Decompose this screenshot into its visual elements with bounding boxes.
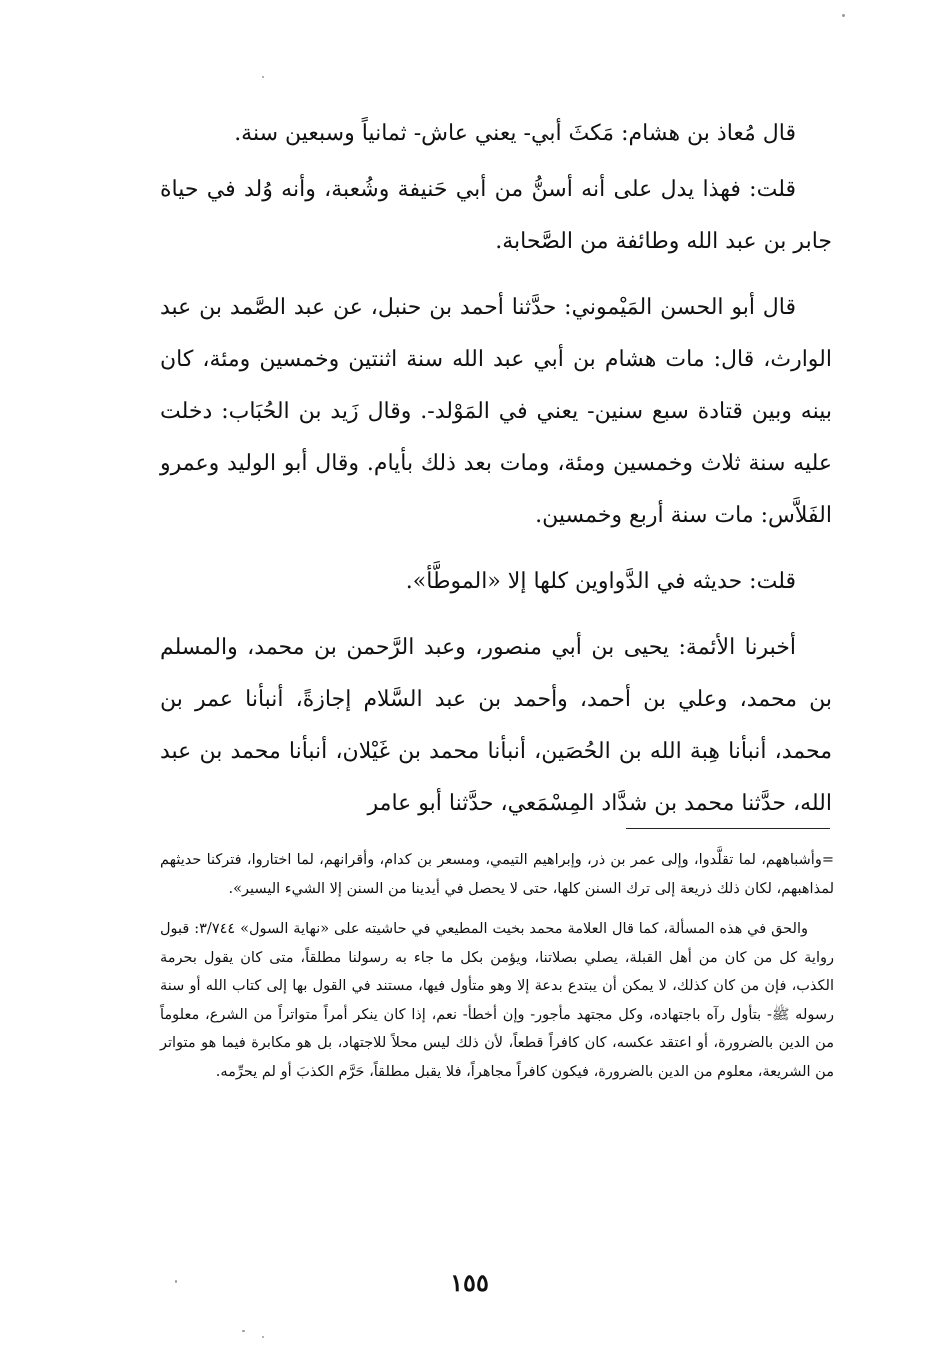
main-paragraph-4: قلت: حديثه في الدَّواوين كلها إلا «الموطَّأ». <box>405 569 796 594</box>
main-paragraph-3: قال أبو الحسن المَيْموني: حدَّثنا أحمد بن حنبل، عن عبد الصَّمد بن عبد الوارث، قال: مات هشام بن أبي عبد الله سنة اثنتين وخمسين ومئة، كان بينه وبين قتادة سبع سنين- يعني في المَوْلد-. وقال زَيد بن الحُبَاب: دخلت عليه سنة ثلاث وخمسين ومئة، ومات بعد ذلك بأيام. وقال أبو الوليد وعمرو الفَلاَّس: مات سنة أربع وخمسين. <box>160 295 832 528</box>
main-paragraph-2: قلت: فهذا يدل على أنه أسنُّ من أبي حَنيفة وشُعبة، وأنه وُلد في حياة جابر بن عبد الله وطائفة من الصَّحابة. <box>160 177 832 254</box>
footnote-paragraph-1: =وأشباههم، لما تقلَّدوا، وإلى عمر بن ذر، وإبراهيم التيمي، ومسعر بن كدام، وأقرانهم، لما اختاروا، فتركنا حديثهم لمذاهبهم، لكان ذلك ذريعة إلى ترك السنن كلها، حتى لا يحصل في أيدينا من السنن إلا الشيء اليسير». <box>160 852 834 897</box>
footnotes <box>160 846 834 1098</box>
scan-speck <box>242 1330 245 1332</box>
footnote-separator <box>626 828 830 829</box>
main-paragraph-5: أخبرنا الأئمة: يحيى بن أبي منصور، وعبد الرَّحمن بن محمد، والمسلم بن محمد، وعلي بن أحمد، وأحمد بن عبد السَّلام إجازةً، أنبأنا عمر بن محمد، أنبأنا هِبة الله بن الحُصَين، أنبأنا محمد بن غَيْلان، أنبأنا محمد بن عبد الله، حدَّثنا محمد بن شدَّاد المِسْمَعي، حدَّثنا أبو عامر <box>160 635 832 816</box>
scan-speck <box>262 1336 264 1338</box>
scan-speck <box>175 1280 177 1283</box>
main-paragraph-1: قال مُعاذ بن هشام: مَكثَ أبي- يعني عاش- ثمانياً وسبعين سنة. <box>234 121 796 146</box>
scan-speck <box>842 14 845 17</box>
page-number: ١٥٥ <box>450 1268 489 1297</box>
footnote-paragraph-2: والحق في هذه المسألة، كما قال العلامة محمد بخيت المطيعي في حاشيته على «نهاية السول» ٣/٧٤٤: قبول رواية كل من كان من أهل القبلة، يصلي بصلاتنا، ويؤمن بكل ما جاء به رسولنا مطلقاً، متى كان يقول بحرمة الكذب، فإن من كان كذلك، لا يمكن أن يبتدع بدعة إلا وهو متأول فيها، مستند في القول بها إلى كتاب الله أو سنة رسوله ﷺ- بتأول رآه باجتهاده، وكل مجتهد مأجور- وإن أخطأ- نعم، إذا كان ينكر أمراً متواتراً من الشرع، معلوماً من الدين بالضرورة، أو اعتقد عكسه، كان كافراً قطعاً، لأن ذلك ليس محلاً للاجتهاد، بل هو مكابرة فيما هو متواتر من الشريعة، معلوم من الدين بالضرورة، فيكون كافراً مجاهراً، فلا يقبل مطلقاً، حَرَّم الكذبَ أو لم يحرِّمه. <box>160 921 834 1080</box>
scan-speck <box>262 76 264 78</box>
main-text <box>160 108 832 844</box>
